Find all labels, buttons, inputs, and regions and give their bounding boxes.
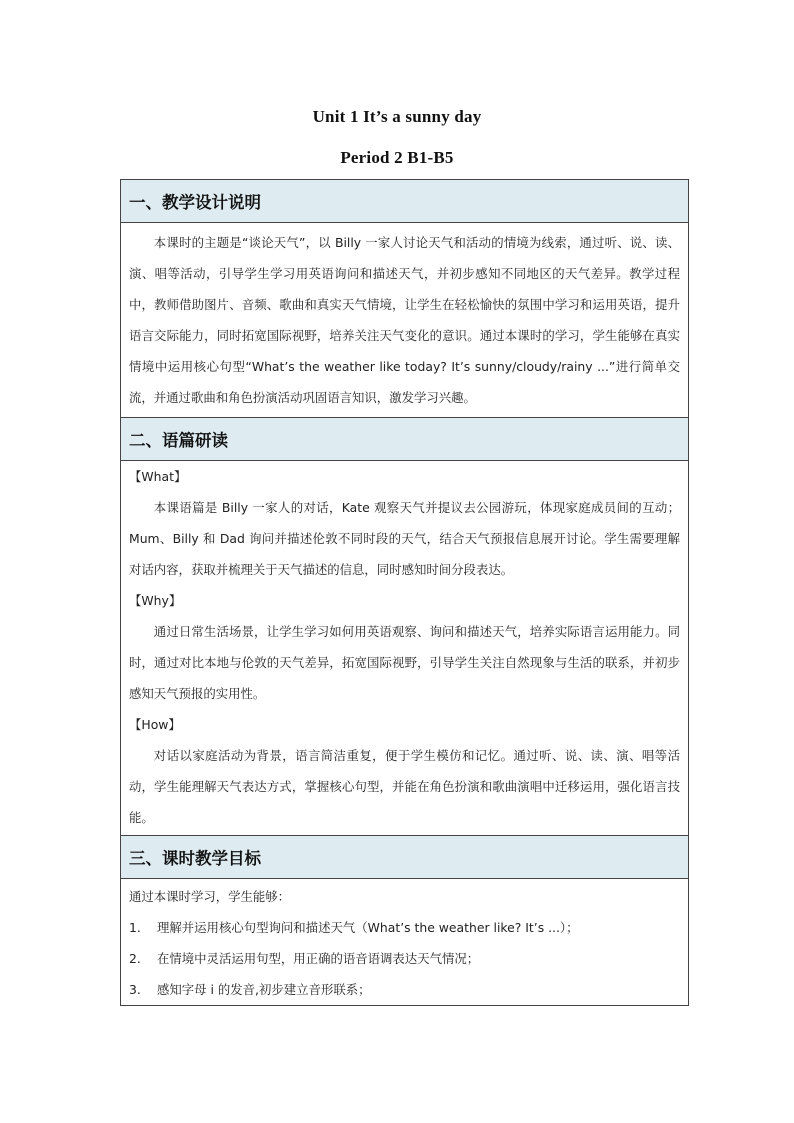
document-title: Unit 1 It’s a sunny day [312, 107, 482, 126]
section-heading-design: 一、教学设计说明 [121, 180, 688, 223]
objective-number: 3. [129, 982, 141, 997]
why-paragraph: 通过日常生活场景，让学生学习如何用英语观察、询问和描述天气，培养实际语言运用能力。同时，通过对比本地与伦敦的天气差异，拓宽国际视野，引导学生关注自然现象与生活的联系，并初步感知天气预报的实用性。 [129, 624, 680, 701]
objectives-intro: 通过本课时学习，学生能够： [129, 889, 291, 904]
section-body-design [121, 223, 688, 418]
how-label: 【How】 [129, 717, 181, 732]
objective-item [129, 974, 680, 1005]
section-body-text-analysis [121, 461, 688, 836]
section-heading-text-analysis: 二、语篇研读 [121, 418, 688, 461]
how-paragraph: 对话以家庭活动为背景，语言简洁重复，便于学生模仿和记忆。通过听、说、读、演、唱等活动，学生能理解天气表达方式，掌握核心句型，并能在角色扮演和歌曲演唱中迁移运用，强化语言技能。 [129, 748, 680, 825]
lesson-plan-table [120, 179, 689, 1006]
why-label: 【Why】 [129, 593, 182, 608]
objective-text: 感知字母 i 的发音,初步建立音形联系； [157, 982, 371, 997]
what-paragraph: 本课语篇是 Billy 一家人的对话，Kate 观察天气并提议去公园游玩，体现家庭成员间的互动；Mum、Billy 和 Dad 询问并描述伦敦不同时段的天气，结合天气预报信息展开讨论。学生需要理解对话内容，获取并梳理关于天气描述的信息，同时感知时间分段表达。 [129, 500, 680, 577]
design-paragraph: 本课时的主题是“谈论天气”，以 Billy 一家人讨论天气和活动的情境为线索，通过听、说、读、演、唱等活动，引导学生学习用英语询问和描述天气，并初步感知不同地区的天气差异。教学过程中，教师借助图片、音频、歌曲和真实天气情境，让学生在轻松愉快的氛围中学习和运用英语，提升语言交际能力，同时拓宽国际视野，培养关注天气变化的意识。通过本课时的学习，学生能够在真实情境中运用核心句型“What’s the weather like today? It’s sunny/cloudy/rainy ...”进行简单交流，并通过歌曲和角色扮演活动巩固语言知识，激发学习兴趣。 [129, 235, 680, 405]
document-subtitle: Period 2 B1-B5 [340, 148, 454, 167]
objective-number: 1. [129, 920, 141, 935]
objective-number: 2. [129, 951, 141, 966]
objective-text: 在情境中灵活运用句型，用正确的语音语调表达天气情况； [157, 951, 480, 966]
objective-text: 理解并运用核心句型询问和描述天气（What’s the weather like? It’s ...）； [157, 920, 579, 935]
objective-item [129, 912, 680, 943]
section-heading-objectives: 三、课时教学目标 [121, 836, 688, 879]
section-body-objectives [121, 879, 688, 1005]
what-label: 【What】 [129, 469, 187, 484]
objective-item [129, 943, 680, 974]
